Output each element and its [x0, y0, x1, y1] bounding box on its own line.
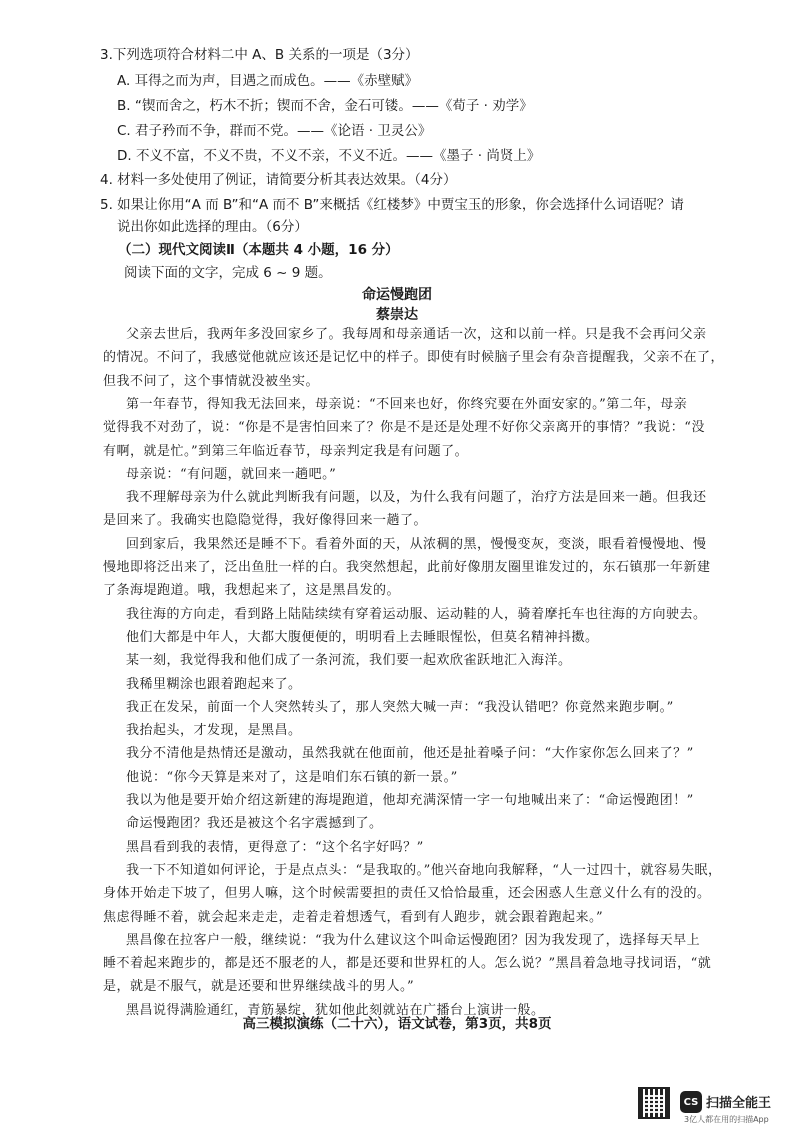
article-title: 命运慢跑团	[362, 287, 432, 303]
article-line: 我一下不知道如何评论，于是点点头：“是我取的。”他兴奋地向我解释，“人一过四十，就容易失眠，	[126, 862, 722, 878]
question-3-option-c: C. 君子矜而不争，群而不党。——《论语 · 卫灵公》	[117, 123, 432, 139]
qr-code-image	[638, 1087, 670, 1119]
article-line: 但我不问了，这个事情就没被坐实。	[103, 373, 320, 389]
article-line: 他们大都是中年人，大都大腹便便的，明明看上去睡眼惺忪，但莫名精神抖擞。	[126, 629, 599, 645]
article-line: 他说：“你今天算是来对了，这是咱们东石镇的新一景。”	[126, 769, 458, 785]
question-3-option-d: D. 不义不富，不义不贵，不义不亲，不义不近。——《墨子 · 尚贤上》	[117, 148, 541, 164]
article-line: 回到家后，我果然还是睡不下。看着外面的天，从浓稠的黑，慢慢变灰，变淡，眼看着慢慢地、慢	[126, 536, 707, 552]
article-line: 我抬起头，才发现，是黑昌。	[126, 723, 302, 739]
question-4: 4. 材料一多处使用了例证，请简要分析其表达效果。（4分）	[100, 172, 457, 188]
camscanner-logo-icon: CS	[680, 1091, 702, 1113]
article-line: 我不理解母亲为什么就此判断我有问题，以及，为什么我有问题了，治疗方法是回来一趟。但我还	[126, 490, 707, 506]
article-line: 慢地即将泛出来了，泛出鱼肚一样的白。我突然想起，此前好像朋友圈里谁发过的，东石镇那一年新建	[103, 560, 711, 575]
article-line: 了条海堤跑道。哦，我想起来了，这是黑昌发的。	[103, 583, 401, 599]
question-5-line-2: 说出你如此选择的理由。（6分）	[117, 219, 308, 235]
section-instruction: 阅读下面的文字，完成 6 ~ 9 题。	[124, 265, 332, 281]
article-line: 我正在发呆，前面一个人突然转头了，那人突然大喊一声：“我没认错吧？你竟然来跑步啊。”	[126, 699, 674, 715]
article-line: 有啊，就是忙。”到第三年临近春节，母亲判定我是有问题了。	[103, 443, 469, 459]
article-line: 的情况。不问了，我感觉他就应该还是记忆中的样子。即使有时候脑子里会有杂音提醒我，父亲不在了，	[103, 350, 725, 366]
question-3-option-a: A. 耳得之而为声，目遇之而成色。——《赤壁赋》	[117, 73, 419, 89]
article-line: 觉得我不对劲了，说：“你是不是害怕回来了？你是不是还是处理不好你父亲离开的事情？”我说：“没	[103, 420, 705, 436]
question-3-stem: 3.下列选项符合材料二中 A、B 关系的一项是（3分）	[100, 47, 419, 63]
article-line: 第一年春节，得知我无法回来，母亲说：“不回来也好，你终究要在外面安家的。”第二年，母亲	[126, 396, 688, 412]
article-line: 身体开始走下坡了，但男人嘛，这个时候需要担的责任又恰恰最重，还会困惑人生意义什么有的没的。	[103, 886, 711, 902]
article-line: 命运慢跑团？我还是被这个名字震撼到了。	[126, 816, 383, 832]
section-heading: （二）现代文阅读Ⅱ（本题共 4 小题，16 分）	[118, 242, 399, 258]
camscanner-tagline: 3亿人都在用的扫描App	[684, 1115, 769, 1124]
article-line: 是，就是不服气，就是还要和世界继续战斗的男人。”	[103, 979, 415, 995]
article-line: 我分不清他是热情还是激动，虽然我就在他面前，他还是扯着嗓子问：“大作家你怎么回来了？”	[126, 746, 694, 762]
question-3-option-b: B. “锲而舍之，朽木不折；锲而不舍，金石可镂。——《荀子 · 劝学》	[117, 98, 533, 114]
article-line: 黑昌说得满脸通红，青筋暴绽，犹如他此刻就站在广播台上演讲一般。	[126, 1002, 545, 1018]
article-line: 某一刻，我觉得我和他们成了一条河流，我们要一起欢欣雀跃地汇入海洋。	[126, 653, 572, 669]
article-line: 是回来了。我确实也隐隐觉得，我好像得回来一趟了。	[103, 513, 428, 529]
article-line: 黑昌看到我的表情，更得意了：“这个名字好吗？”	[126, 839, 424, 855]
camscanner-app-name: 扫描全能王	[706, 1096, 772, 1111]
article-line: 睡不着起来跑步的，都是还不服老的人，都是还要和世界杠的人。怎么说？”黑昌着急地寻找词语，“就	[103, 956, 712, 972]
article-line: 焦虑得睡不着，就会起来走走，走着走着想透气，看到有人跑步，就会跟着跑起来。”	[103, 909, 604, 925]
article-line: 母亲说：“有问题，就回来一趟吧。”	[126, 466, 337, 482]
article-line: 我以为他是要开始介绍这新建的海堤跑道，他却充满深情一字一句地喊出来了：“命运慢跑团！”	[126, 793, 694, 808]
article-line: 我往海的方向走，看到路上陆陆续续有穿着运动服、运动鞋的人，骑着摩托车也往海的方向驶去。	[126, 606, 707, 622]
article-author: 蔡崇达	[376, 307, 418, 323]
article-line: 父亲去世后，我两年多没回家乡了。我每周和母亲通话一次，这和以前一样。只是我不会再问父亲	[126, 327, 707, 342]
page-footer: 高三模拟演练（二十六），语文试卷，第3页，共8页	[242, 1016, 552, 1032]
question-5-line-1: 5. 如果让你用“A 而 B”和“A 而不 B”来概括《红楼梦》中贾宝玉的形象，你会选择什么词语呢？请	[100, 197, 684, 213]
article-line: 我稀里糊涂也跟着跑起来了。	[126, 676, 302, 692]
article-line: 黑昌像在拉客户一般，继续说：“我为什么建议这个叫命运慢跑团？因为我发现了，选择每天早上	[126, 932, 701, 948]
